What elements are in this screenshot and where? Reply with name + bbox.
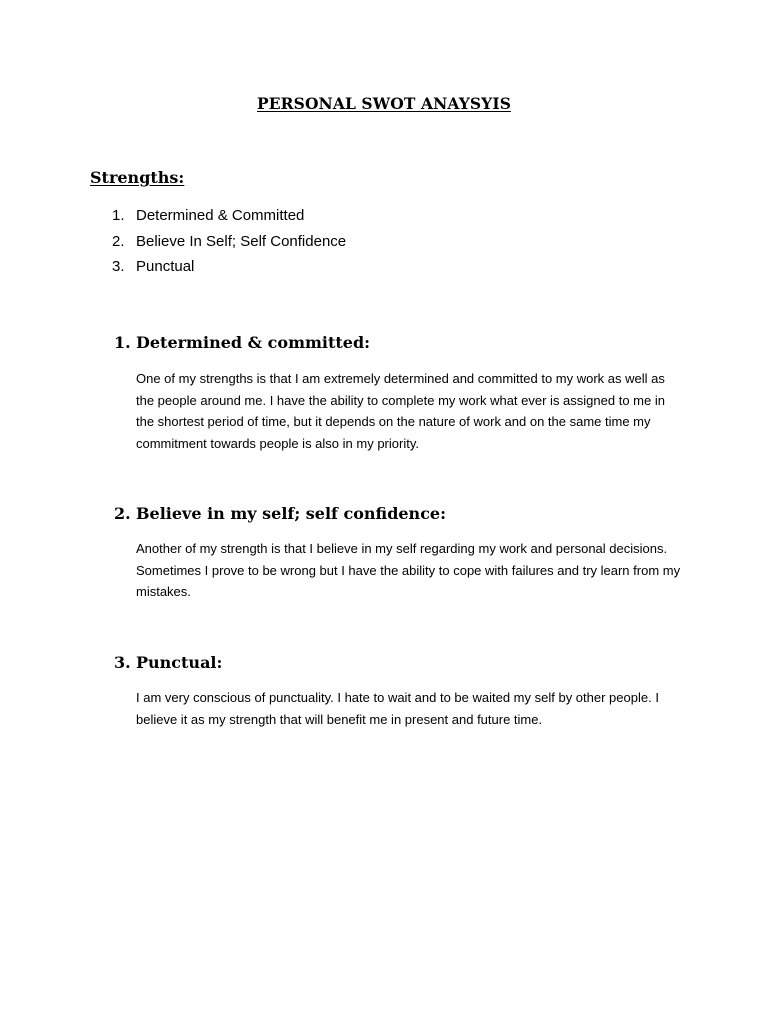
list-item-text: Punctual bbox=[136, 258, 195, 275]
strengths-list bbox=[112, 206, 346, 283]
section-number: 2. bbox=[114, 504, 131, 523]
section-heading-self-confidence bbox=[114, 504, 446, 523]
list-item bbox=[112, 206, 346, 232]
list-item bbox=[112, 232, 346, 258]
document-title: PERSONAL SWOT ANAYSYIS bbox=[257, 94, 511, 113]
list-item-number: 1. bbox=[112, 207, 125, 224]
section-title: Believe in my self; self confidence: bbox=[136, 504, 447, 523]
section-number: 3. bbox=[114, 653, 131, 672]
section-number: 1. bbox=[114, 333, 131, 352]
list-item-number: 2. bbox=[112, 232, 125, 250]
strengths-heading: Strengths: bbox=[90, 168, 185, 187]
list-item bbox=[112, 257, 346, 283]
section-body-punctual: I am very conscious of punctuality. I hate to wait and to be waited my self by other people. I believe it as my strength that will benefit me in present and future time. bbox=[136, 690, 659, 727]
section-body-determined: One of my strengths is that I am extremely determined and committed to my work as well as the people around me. I have the ability to complete my work what ever is assigned to me in the shortest period of time, but it depends on the nature of work and on the same time my commitment towards people is also in my priority. bbox=[136, 371, 665, 452]
section-title: Determined & committed: bbox=[136, 333, 371, 352]
section-title: Punctual: bbox=[136, 653, 223, 672]
section-heading-determined bbox=[114, 333, 370, 352]
section-body-self-confidence: Another of my strength is that I believe in my self regarding my work and personal decisions. Sometimes I prove to be wrong but I have the ability to cope with failures and try learn from my mistakes. bbox=[136, 541, 681, 600]
list-item-number: 3. bbox=[112, 258, 125, 275]
section-heading-punctual bbox=[114, 653, 222, 672]
list-item-text: Determined & Committed bbox=[136, 207, 305, 224]
list-item-text: Believe In Self; Self Confidence bbox=[136, 232, 347, 250]
